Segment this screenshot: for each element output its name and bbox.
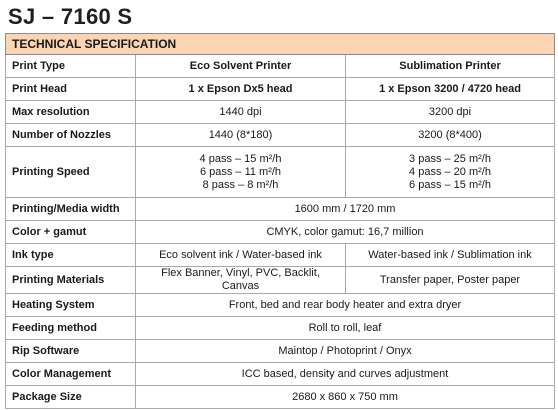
sub-cell: Transfer paper, Poster paper	[346, 267, 555, 294]
speed-line: 8 pass – 8 m²/h	[202, 178, 279, 191]
table-row	[6, 78, 555, 101]
table-row	[6, 340, 555, 363]
eco-cell: Eco Solvent Printer	[136, 55, 346, 78]
row-label: Rip Software	[6, 340, 136, 363]
eco-cell: 1440 dpi	[136, 101, 346, 124]
row-label: Feeding method	[6, 317, 136, 340]
eco-cell: 1440 (8*180)	[136, 124, 346, 147]
table-row	[6, 244, 555, 267]
value-cell: ICC based, density and curves adjustment	[136, 363, 555, 386]
value-cell: Front, bed and rear body heater and extra dryer	[136, 294, 555, 317]
sub-cell: 3200 (8*400)	[346, 124, 555, 147]
sub-cell	[346, 147, 555, 198]
row-label: Printing/Media width	[6, 198, 136, 221]
eco-cell	[136, 147, 346, 198]
row-label: Number of Nozzles	[6, 124, 136, 147]
sub-cell: 1 x Epson 3200 / 4720 head	[346, 78, 555, 101]
row-label: Package Size	[6, 386, 136, 409]
row-label: Print Type	[6, 55, 136, 78]
table-row	[6, 294, 555, 317]
row-label: Print Head	[6, 78, 136, 101]
row-label: Color + gamut	[6, 221, 136, 244]
value-cell: 2680 x 860 x 750 mm	[136, 386, 555, 409]
row-label: Heating System	[6, 294, 136, 317]
speed-line: 4 pass – 20 m²/h	[409, 165, 491, 178]
spec-header-row	[6, 34, 555, 55]
row-label: Printing Speed	[6, 147, 136, 198]
sub-cell: Sublimation Printer	[346, 55, 555, 78]
eco-cell: Flex Banner, Vinyl, PVC, Backlit, Canvas	[136, 267, 346, 294]
row-label: Max resolution	[6, 101, 136, 124]
eco-cell: Eco solvent ink / Water-based ink	[136, 244, 346, 267]
section-header: TECHNICAL SPECIFICATION	[6, 34, 555, 55]
row-label: Ink type	[6, 244, 136, 267]
table-row	[6, 101, 555, 124]
speed-line: 6 pass – 11 m²/h	[199, 165, 282, 178]
value-cell: Roll to roll, leaf	[136, 317, 555, 340]
table-row	[6, 124, 555, 147]
value-cell: Maintop / Photoprint / Onyx	[136, 340, 555, 363]
table-row	[6, 55, 555, 78]
table-row	[6, 386, 555, 409]
sub-cell: Water-based ink / Sublimation ink	[346, 244, 555, 267]
table-row	[6, 317, 555, 340]
table-row	[6, 267, 555, 294]
sub-cell: 3200 dpi	[346, 101, 555, 124]
speed-line: 4 pass – 15 m²/h	[199, 152, 282, 165]
row-label: Color Management	[6, 363, 136, 386]
value-cell: CMYK, color gamut: 16,7 million	[136, 221, 555, 244]
table-row	[6, 147, 555, 198]
table-row	[6, 363, 555, 386]
spec-table	[5, 33, 555, 409]
row-label: Printing Materials	[6, 267, 136, 294]
page-title: SJ – 7160 S	[8, 4, 133, 29]
value-cell: 1600 mm / 1720 mm	[136, 198, 555, 221]
table-row	[6, 221, 555, 244]
table-row	[6, 198, 555, 221]
speed-line: 3 pass – 25 m²/h	[409, 152, 491, 165]
eco-cell: 1 x Epson Dx5 head	[136, 78, 346, 101]
speed-line: 6 pass – 15 m²/h	[409, 178, 491, 191]
